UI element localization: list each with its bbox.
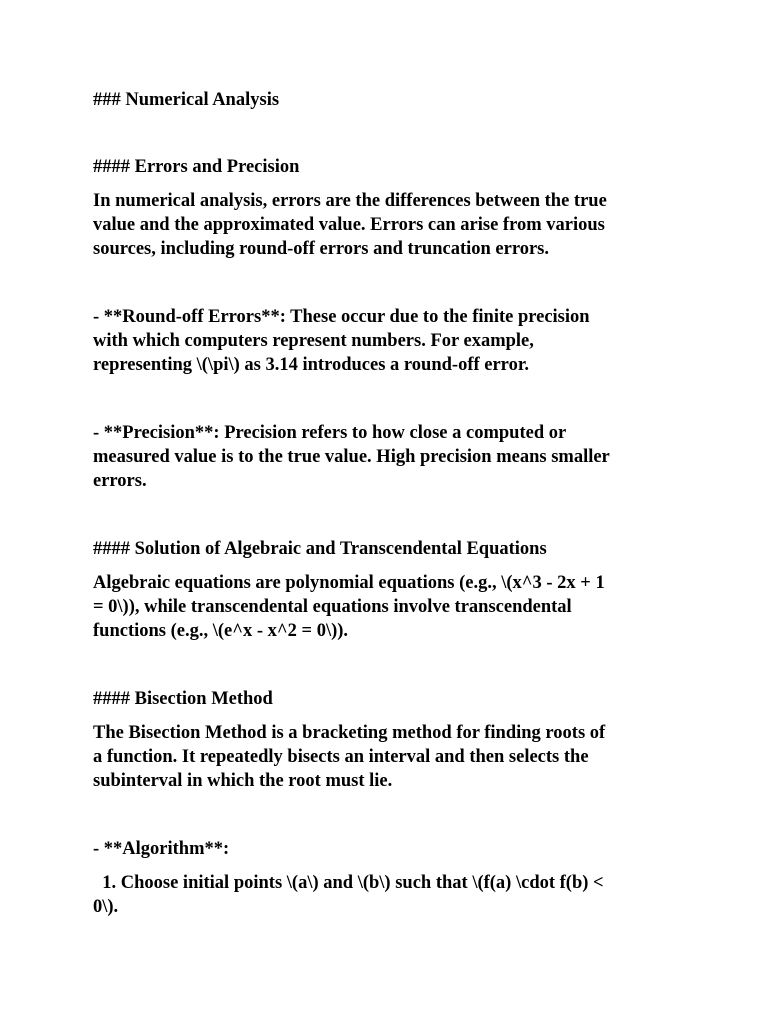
bullet-precision-line: errors. — [93, 471, 147, 491]
section-heading-algebraic-transcendental: #### Solution of Algebraic and Transcendental Equations — [93, 539, 547, 559]
paragraph-line: functions (e.g., \(e^x - x^2 = 0\)). — [93, 621, 349, 641]
bullet-roundoff-line: - **Round-off Errors**: These occur due to the finite precision — [93, 307, 590, 327]
paragraph-line: value and the approximated value. Errors can arise from various — [93, 215, 605, 235]
paragraph-line: sources, including round-off errors and truncation errors. — [93, 239, 549, 259]
section-heading-errors-precision: #### Errors and Precision — [93, 157, 300, 177]
algorithm-step-line: 1. Choose initial points \(a\) and \(b\) such that \(f(a) \cdot f(b) < — [93, 873, 604, 893]
algorithm-step-line: 0\). — [93, 897, 119, 917]
paragraph-line: Algebraic equations are polynomial equations (e.g., \(x^3 - 2x + 1 — [93, 573, 605, 593]
bullet-algorithm: - **Algorithm**: — [93, 839, 230, 859]
section-heading-bisection-method: #### Bisection Method — [93, 689, 273, 709]
document-title: ### Numerical Analysis — [93, 90, 280, 110]
paragraph-line: = 0\)), while transcendental equations involve transcendental — [93, 597, 572, 617]
bullet-roundoff-line: with which computers represent numbers. For example, — [93, 331, 534, 351]
paragraph-line: The Bisection Method is a bracketing method for finding roots of — [93, 723, 606, 743]
paragraph-line: In numerical analysis, errors are the differences between the true — [93, 191, 607, 211]
bullet-precision-line: - **Precision**: Precision refers to how close a computed or — [93, 423, 567, 443]
paragraph-line: a function. It repeatedly bisects an interval and then selects the — [93, 747, 589, 767]
bullet-precision-line: measured value is to the true value. High precision means smaller — [93, 447, 610, 467]
paragraph-line: subinterval in which the root must lie. — [93, 771, 393, 791]
bullet-roundoff-line: representing \(\pi\) as 3.14 introduces a round-off error. — [93, 355, 529, 375]
